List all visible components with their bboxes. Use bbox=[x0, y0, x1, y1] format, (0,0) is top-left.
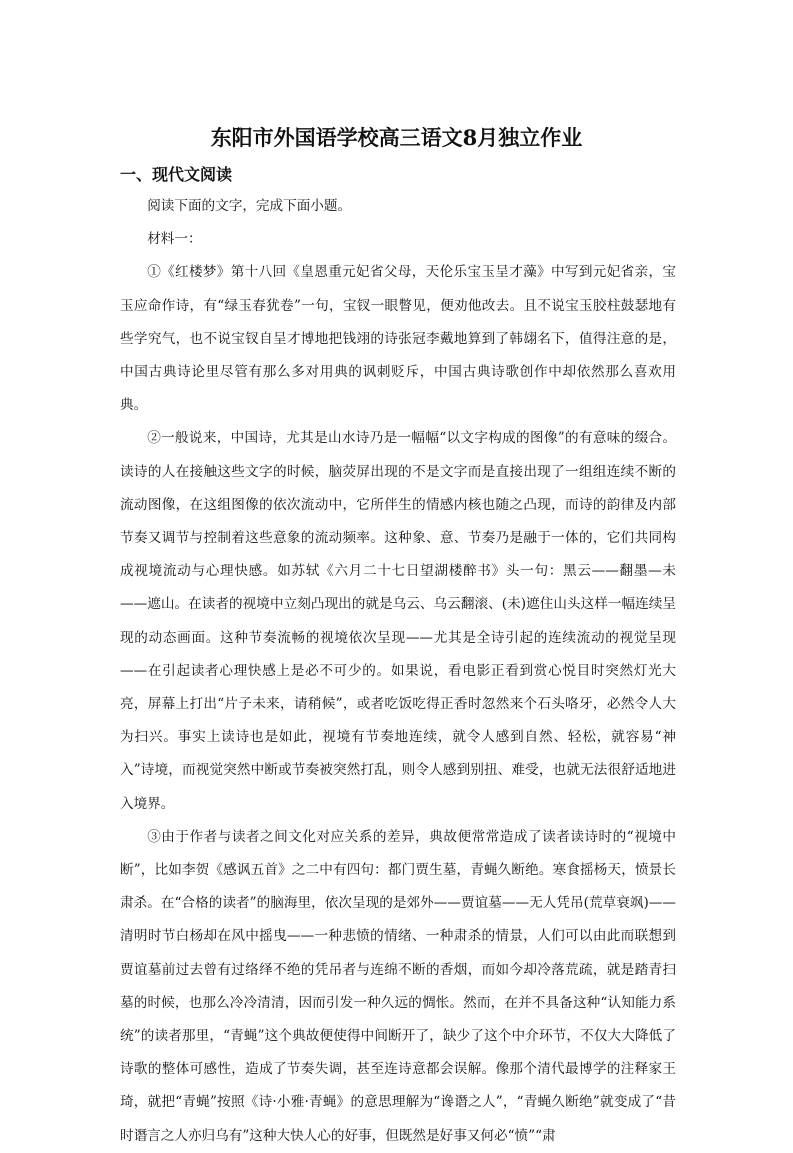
paragraph-1: ①《红楼梦》第十八回《皇恩重元妃省父母，天伦乐宝玉呈才藻》中写到元妃省亲，宝玉应命作诗，有“绿玉春犹卷”一句，宝钗一眼瞥见，便劝他改去。且不说宝玉胶柱鼓瑟地有些学究气，也不说宝钗自呈才博地把钱翊的诗张冠李戴地算到了韩翃名下，值得注意的是，中国古典诗论里尽管有那么多对用典的讽刺贬斥，中国古典诗歌创作中却依然那么喜欢用典。 bbox=[120, 264, 676, 414]
reading-passage bbox=[120, 190, 676, 1153]
document-title: 东阳市外国语学校高三语文8月独立作业 bbox=[210, 125, 583, 150]
paragraph-3: ③由于作者与读者之间文化对应关系的差异，典故便常常造成了读者读诗时的“视境中断”，比如李贺《感讽五首》之二中有四句：都门贾生墓，青蝇久断绝。寒食摇杨天，愤景长肃杀。在“合格的读者”的脑海里，依次呈现的是郊外——贾谊墓——无人凭吊(荒草衰飒)——清明时节白杨却在风中摇曳——一种悲愤的情绪、一种肃杀的情景，人们可以由此而联想到贾谊墓前过去曾有过络绎不绝的凭吊者与连绵不断的香烟，而如今却冷落荒疏，就是踏青扫墓的时候，也那么冷冷清清，因而引发一种久远的惆怅。然而，在并不具备这种“认知能力系统”的读者那里，“青蝇”这个典故便使得中间断开了，缺少了这个中介环节，不仅大大降低了诗歌的整体可感性，造成了节奏失调，甚至连诗意都会误解。像那个清代最博学的注释家王琦，就把“青蝇”按照《诗·小雅·青蝇》的意思理解为“谗谮之人”，“青蝇久断绝”就变成了“昔时谮言之人亦归乌有”这种大快人心的好事，但既然是好事又何必“愤”“肃 bbox=[120, 828, 676, 1144]
section-heading: 一、现代文阅读 bbox=[120, 165, 233, 184]
material-label: 材料一： bbox=[147, 231, 202, 248]
paragraph-2: ②一般说来，中国诗，尤其是山水诗乃是一幅幅“以文字构成的图像”的有意味的缀合。读诗的人在接触这些文字的时候，脑荧屏出现的不是文字而是直接出现了一组组连续不断的流动图像，在这组图像的依次流动中，它所伴生的情感内核也随之凸现，而诗的韵律及内部节奏又调节与控制着这些意象的流动频率。这种象、意、节奏乃是融于一体的，它们共同构成视境流动与心理快感。如苏轼《六月二十七日望湖楼醉书》头一句：黑云——翻墨—未——遮山。在读者的视境中立刻凸现出的就是乌云、乌云翻滚、(未)遮住山头这样一幅连续呈现的动态画面。这种节奏流畅的视境依次呈现——尤其是全诗引起的连续流动的视觉呈现——在引起读者心理快感上是必不可少的。如果说，看电影正看到赏心悦目时突然灯光大亮，屏幕上打出“片子未来，请稍候”，或者吃饭吃得正香时忽然来个石头咯牙，必然令人大为扫兴。事实上读诗也是如此，视境有节奏地连续，就令人感到自然、轻松，就容易“神入”诗境，而视觉突然中断或节奏被突然打乱，则令人感到别扭、难受，也就无法很舒适地进入境界。 bbox=[120, 430, 676, 812]
instruction-text: 阅读下面的文字，完成下面小题。 bbox=[147, 198, 352, 214]
